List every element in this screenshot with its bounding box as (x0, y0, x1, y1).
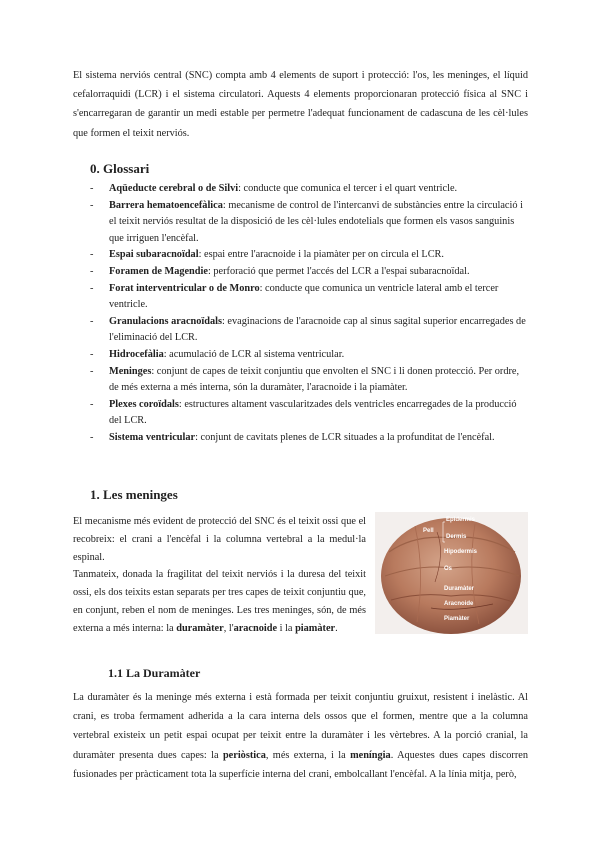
glossary-item: - Barrera hematoencefàlica: mecanisme de control de l'intercanvi de substàncies entre la circulació i el teixit nerviós resultat de la disposició de les cèl·lules endotelials que formen els vasos sanguinis que irriguen l'encèfal. (90, 199, 523, 244)
text-run: . Aquestes dues capes discorren fusionades per pràcticament tota la superfície interna del crani, embolcallant l'encèfal. A la línia mitja, però, (73, 749, 528, 780)
duramater-heading: 1.1 La Duramàter (108, 666, 201, 680)
meninges-text (73, 513, 366, 638)
glossary-term: Barrera hematoencefàlica (109, 199, 223, 211)
glossary-term: Foramen de Magendie (109, 265, 208, 277)
label-aracnoide: Aracnoide (444, 601, 474, 607)
glossary-item: - Granulacions aracnoïdals: evaginacions de l'aracnoide cap al sinus sagital superior encarregades de l'eliminació del LCR. (90, 315, 526, 344)
meninges-heading: 1. Les meninges (90, 487, 178, 502)
glossary-term: Sistema ventricular (109, 431, 196, 443)
label-epidermis: Epidermis (446, 517, 476, 523)
text-run: La duramàter és la meninge més externa i està formada per teixit conjuntiu gruixut, resistent i inelàstic. Al crani, es troba fermament adherida a la cara interna dels ossos que el formen, mentre que a la columna vertebral existeix un petit espai ocupat per teixit entre la duramàter i les vèrtebres. A la porció cranial, la duramàter presenta dues capes: la (73, 692, 528, 761)
meninges-paragraph-1: El mecanisme més evident de protecció del SNC és el teixit ossi que el recobreix: el crani a l'encèfal i la columna vertebral a la medul·la espinal. (73, 516, 366, 563)
label-duramater: Duramàter (444, 586, 475, 592)
duramater-paragraph (73, 688, 528, 784)
glossary-term: Hidrocefàlia (109, 348, 164, 360)
glossary-term: Plexes coroïdals (109, 398, 179, 410)
glossary-item: - Forat interventricular o de Monro: conducte que comunica un ventricle lateral amb el tercer ventricle. (90, 282, 499, 311)
glossary-term: Forat interventricular o de Monro (109, 282, 260, 294)
glossary-item: - Sistema ventricular: conjunt de cavitats plenes de LCR situades a la profunditat de l'encèfal. (90, 431, 495, 443)
text-run: i la (277, 622, 296, 634)
glossary-definition: : acumulació de LCR al sistema ventricular. (163, 348, 345, 360)
glossary-item: - Meninges: conjunt de capes de teixit conjuntiu que envolten el SNC i li donen protecció. Per ordre, de més externa a més interna, són la duramàter, l'aracnoide i la piamàter. (90, 365, 520, 394)
glossary-definition: : perforació que permet l'accés del LCR a l'espai subaracnoïdal. (207, 265, 470, 277)
text-run: , l' (223, 622, 234, 634)
term-piamater: piamàter (295, 622, 336, 634)
glossary-item: - Plexes coroïdals: estructures altament vascularitzades dels ventricles encarregades de la producció del LCR. (90, 398, 517, 427)
glossary-definition: : estructures altament vascularitzades dels ventricles encarregades de la producció del LCR. (109, 398, 517, 427)
glossary-definition: : conjunt de capes de teixit conjuntiu que envolten el SNC i li donen protecció. Per ordre, de més externa a més interna, són la duramàter, l'aracnoide i la piamàter. (109, 365, 520, 394)
glossary-list (90, 181, 530, 447)
term-aracnoide: aracnoide (233, 622, 278, 634)
glossary-definition: : espai entre l'aracnoide i la piamàter per on circula el LCR. (198, 249, 445, 261)
glossary-item: - Aqüeducte cerebral o de Silvi: conducte que comunica el tercer i el quart ventricle. (90, 183, 458, 194)
glossary-definition: : conducte que comunica un ventricle lateral amb el tercer ventricle. (109, 282, 499, 311)
label-piamater: Piamàter (444, 616, 470, 622)
meninges-paragraph-2 (73, 566, 366, 637)
term-duramater: duramàter (176, 622, 224, 634)
glossary-item: - Espai subaracnoïdal: espai entre l'aracnoide i la piamàter per on circula el LCR. (90, 249, 445, 261)
text-run: . (335, 622, 338, 634)
glossary-term: Granulacions aracnoïdals (109, 315, 222, 327)
glossary-term: Espai subaracnoïdal (109, 249, 199, 261)
glossary-definition: : mecanisme de control de l'intercanvi de substàncies entre la circulació i el teixit nerviós resultat de la disposició de les cèl·lules endotelials que formen els vasos sanguinis que irriguen l'encèfal. (109, 199, 523, 244)
label-dermis: Dermis (446, 534, 467, 540)
glossary-heading: 0. Glossari (90, 161, 150, 176)
glossary-definition: : evaginacions de l'aracnoide cap al sinus sagital superior encarregades de l'eliminació del LCR. (109, 315, 526, 344)
glossary-term: Aqüeducte cerebral o de Silvi (109, 183, 239, 194)
term-meningia: meníngia (350, 749, 391, 761)
glossary-definition: : conducte que comunica el tercer i el quart ventricle. (238, 183, 458, 194)
term-periostica: periòstica (222, 749, 266, 761)
glossary-term: Meninges (109, 365, 152, 377)
label-os: Os (444, 566, 453, 572)
glossary-definition: : conjunt de cavitats plenes de LCR situades a la profunditat de l'encèfal. (195, 431, 495, 443)
glossary-item: - Foramen de Magendie: perforació que permet l'accés del LCR a l'espai subaracnoïdal. (90, 265, 470, 277)
text-run: , més externa, i la (265, 749, 351, 761)
label-hipodermis: Hipodermis (444, 549, 478, 555)
text-run: Tanmateix, donada la fragilitat del teixit nerviós i la duresa del teixit ossi, els dos teixits estan separats per tres capes de teixit conjuntiu que, en conjunt, reben el nom de meninges. Les tres meninges, són, de més externa a més interna: la (73, 569, 366, 634)
meninges-layers-figure (375, 512, 528, 634)
intro-paragraph: El sistema nerviós central (SNC) compta amb 4 elements de suport i protecció: l'os, les meninges, el líquid cefalorraquidi (LCR) i el sistema circulatori. Aquests 4 elements proporcionaran protecció física al SNC i s'encarregaran de garantir un medi estable per permetre l'adequat funcionament de cadascuna de les cèl·lules que formen el teixit nerviós. (73, 70, 528, 139)
label-pell: Pell (423, 528, 434, 534)
glossary-item: - Hidrocefàlia: acumulació de LCR al sistema ventricular. (90, 348, 345, 360)
